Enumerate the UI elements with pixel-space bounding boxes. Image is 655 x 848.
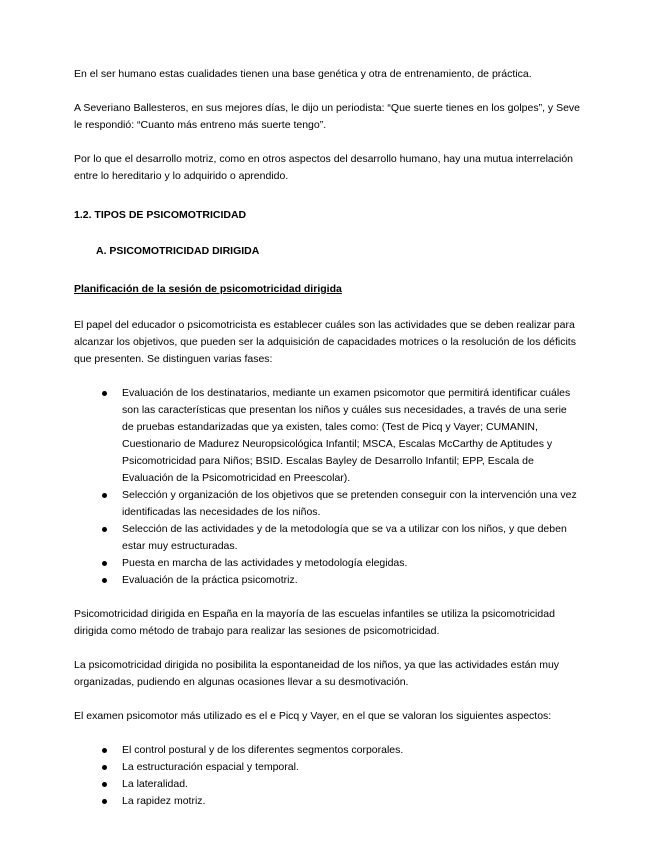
list-item-label: La lateralidad. bbox=[122, 778, 188, 790]
list-fases-psicomotricidad bbox=[74, 385, 581, 589]
list-item bbox=[102, 521, 581, 555]
bullet-dot-icon bbox=[102, 391, 107, 396]
bullet-dot-icon bbox=[102, 561, 107, 566]
bullet-dot-icon bbox=[102, 782, 107, 787]
paragraph-examen-picq-vayer: El examen psicomotor más utilizado es el e Picq y Vayer, en el que se valoran los siguientes aspectos: bbox=[74, 710, 552, 722]
paragraph-espontaneidad: La psicomotricidad dirigida no posibilita la espontaneidad de los niños, ya que las actividades están muy organizadas, pudiendo en algunas ocasiones llevar a su desmotivación. bbox=[74, 659, 560, 688]
list-item bbox=[102, 555, 581, 572]
bullet-dot-icon bbox=[102, 765, 107, 770]
list-item bbox=[102, 487, 581, 521]
list-item-label: Evaluación de la práctica psicomotriz. bbox=[122, 574, 298, 586]
list-item-label: El control postural y de los diferentes segmentos corporales. bbox=[122, 744, 404, 756]
list-item-label: Evaluación de los destinatarios, mediante un examen psicomotor que permitirá identificar cuáles son las características que presentan los niños y cuáles sus necesidades, a través de una serie de pruebas estandarizadas que ya existen, tales como: (Test de Picq y Vayer; CUMANIN, Cuestionario de Madurez Neuropsicológica Infantil; MSCA, Escalas McCarthy de Aptitudes y Psicomotricidad para Niños; BSID. Escalas Bayley de Desarrollo Infantil; EPP, Escala de Evaluación de la Psicomotricidad en Preescolar). bbox=[122, 387, 571, 484]
list-item-label: La estructuración espacial y temporal. bbox=[122, 761, 299, 773]
section-heading-tipos-psicomotricidad: 1.2. TIPOS DE PSICOMOTRICIDAD bbox=[74, 209, 247, 221]
paragraph-motor-development: Por lo que el desarrollo motriz, como en otros aspectos del desarrollo humano, hay una mutua interrelación entre lo hereditario y lo adquirido o aprendido. bbox=[74, 153, 574, 182]
list-item bbox=[102, 385, 581, 487]
list-aspectos-valorados bbox=[74, 742, 581, 810]
list-item bbox=[102, 793, 581, 810]
bullet-dot-icon bbox=[102, 578, 107, 583]
paragraph-ballesteros-anecdote: A Severiano Ballesteros, en sus mejores días, le dijo un periodista: “Que suerte tienes en los golpes”, y Seve le respondió: “Cuanto más entreno más suerte tengo”. bbox=[74, 102, 581, 131]
list-item bbox=[102, 742, 581, 759]
document-body bbox=[74, 66, 581, 810]
bullet-dot-icon bbox=[102, 748, 107, 753]
subheading-planificacion-sesion: Planificación de la sesión de psicomotricidad dirigida bbox=[74, 283, 342, 295]
list-item bbox=[102, 776, 581, 793]
paragraph-psicomotricidad-espana: Psicomotricidad dirigida en España en la mayoría de las escuelas infantiles se utiliza la psicomotricidad dirigida como método de trabajo para realizar las sesiones de psicomotricidad. bbox=[74, 608, 555, 637]
subsection-heading-psicomotricidad-dirigida: A. PSICOMOTRICIDAD DIRIGIDA bbox=[96, 245, 260, 257]
list-item-label: La rapidez motriz. bbox=[122, 795, 206, 807]
bullet-dot-icon bbox=[102, 799, 107, 804]
list-item bbox=[102, 572, 581, 589]
list-item-label: Selección de las actividades y de la metodología que se va a utilizar con los niños, y que deben estar muy estructuradas. bbox=[122, 523, 567, 552]
list-item-label: Puesta en marcha de las actividades y metodología elegidas. bbox=[122, 557, 408, 569]
paragraph-intro-qualities: En el ser humano estas cualidades tienen una base genética y otra de entrenamiento, de práctica. bbox=[74, 68, 532, 80]
list-item-label: Selección y organización de los objetivos que se pretenden conseguir con la intervención una vez identificadas las necesidades de los niños. bbox=[122, 489, 577, 518]
paragraph-papel-educador: El papel del educador o psicomotricista es establecer cuáles son las actividades que se deben realizar para alcanzar los objetivos, que pueden ser la adquisición de capacidades motrices o la resolución de los déficits que presenten. Se distinguen varias fases: bbox=[74, 319, 576, 365]
bullet-dot-icon bbox=[102, 527, 107, 532]
list-item bbox=[102, 759, 581, 776]
bullet-dot-icon bbox=[102, 493, 107, 498]
